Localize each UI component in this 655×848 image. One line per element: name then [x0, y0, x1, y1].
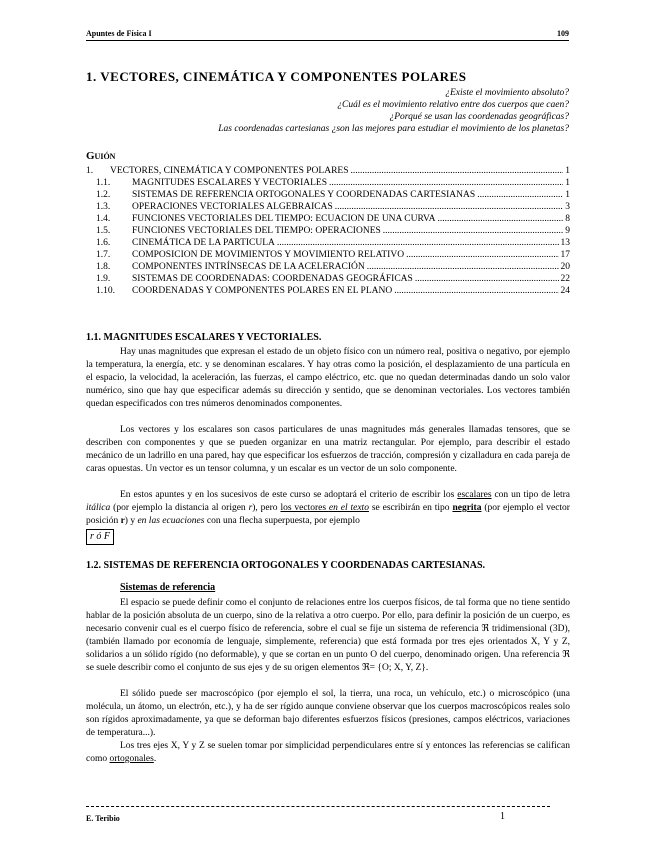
toc-entry[interactable]: [86, 214, 570, 226]
toc-entry-number: 1.7.: [96, 250, 111, 260]
toc-entry[interactable]: [86, 166, 570, 178]
toc-entry[interactable]: [86, 262, 570, 274]
subsection-heading-reference-systems: Sistemas de referencia: [120, 582, 216, 593]
question-1: ¿Existe el movimiento absoluto?: [445, 88, 569, 98]
toc-entry-number: 1.4.: [96, 214, 111, 224]
toc-entry[interactable]: [86, 250, 570, 262]
toc-leader: [329, 178, 563, 188]
toc-leader: [367, 262, 559, 272]
toc-entry-page: 1: [565, 166, 570, 176]
toc-entry-page: 17: [560, 250, 570, 260]
toc-entry-page: 1: [565, 178, 570, 188]
toc-heading: Guión: [86, 150, 116, 162]
toc-entry-page: 1: [565, 190, 570, 200]
toc-entry-label: SISTEMAS DE REFERENCIA ORTOGONALES Y COORDENADAS CARTESIANAS: [132, 190, 476, 200]
running-header-title: Apuntes de Física I: [86, 29, 152, 38]
toc-entry-label: SISTEMAS DE COORDENADAS: COORDENADAS GEOGRÁFICAS: [132, 274, 413, 284]
toc-entry-label: FUNCIONES VECTORIALES DEL TIEMPO: ECUACION DE UNA CURVA: [132, 214, 436, 224]
toc-entry[interactable]: [86, 202, 570, 214]
toc-entry-number: 1.8.: [96, 262, 111, 272]
toc-leader: [406, 250, 558, 260]
toc-entry[interactable]: [86, 226, 570, 238]
toc-entry-number: 1.1.: [96, 178, 111, 188]
toc-entry-label: FUNCIONES VECTORIALES DEL TIEMPO: OPERACIONES: [132, 226, 381, 236]
toc-leader: [277, 238, 559, 248]
toc-leader: [415, 274, 559, 284]
section-1-2-paragraph-3: Los tres ejes X, Y y Z se suelen tomar por simplicidad perpendiculares entre sí y entonces las referencias se califican como ortogonales.: [86, 741, 570, 764]
toc-entry-page: 24: [560, 286, 570, 296]
toc-entry[interactable]: [86, 286, 570, 298]
toc-entry-label: OPERACIONES VECTORIALES ALGEBRAICAS: [132, 202, 333, 212]
toc-entry-page: 13: [560, 238, 570, 248]
toc-entry[interactable]: [86, 178, 570, 190]
toc-entry-number: 1.5.: [96, 226, 111, 236]
section-heading-1-1: 1.1. MAGNITUDES ESCALARES Y VECTORIALES.: [86, 332, 322, 343]
section-1-2-paragraph-1: El espacio se puede definir como el conjunto de relaciones entre los cuerpos físicos, de tal forma que no tiene sentido hablar de la posición absoluta de un cuerpo, sino de la relativa a otro cuerpo. Por ello, para definir la posición de un cuerpo, es necesario convenir cual es el cuerpo físico de referencia, sobre el cual se fije un sistema de referencia ℜ tridimensional (3D), (también llamado por economía de lenguaje, simplemente, referencia) que está formada por tres ejes orientados X, Y y Z, solidarios a un sólido rígido (no deformable), y que se cortan en un punto O del cuerpo, denominado origen. Una referencia ℜ se suele describir como el conjunto de sus ejes y de su origen elementos ℜ= {O; X, Y, Z}.: [86, 598, 570, 673]
footer-rule: [86, 806, 550, 807]
toc-leader: [335, 202, 563, 212]
chapter-title: 1. VECTORES, CINEMÁTICA Y COMPONENTES POLARES: [86, 69, 467, 84]
toc-entry-label: MAGNITUDES ESCALARES Y VECTORIALES: [132, 178, 328, 188]
footer-author: E. Teribio: [86, 814, 120, 823]
toc-entry-number: 1.3.: [96, 202, 111, 212]
vector-notation-example: r ó F: [86, 526, 114, 545]
toc-entry[interactable]: [86, 238, 570, 250]
toc-entry-label: COMPOSICION DE MOVIMIENTOS Y MOVIMIENTO RELATIVO: [132, 250, 405, 260]
footer-page-number: 1: [500, 811, 505, 822]
toc-entry-label: COORDENADAS Y COMPONENTES POLARES EN EL PLANO: [132, 286, 393, 296]
toc-entry-page: 8: [565, 214, 570, 224]
question-2: ¿Cuál es el movimiento relativo entre dos cuerpos que caen?: [337, 100, 569, 110]
section-heading-1-2: 1.2. SISTEMAS DE REFERENCIA ORTOGONALES Y COORDENADAS CARTESIANAS.: [86, 560, 486, 571]
toc-entry-number: 1.: [86, 166, 94, 176]
toc-entry-number: 1.2.: [96, 190, 111, 200]
section-1-1-paragraph-2: Los vectores y los escalares son casos particulares de unas magnitudes más generales llamadas tensores, que se describen con componentes y que se pueden organizar en una matriz rectangular. Por ejemplo, para describir el estado mecánico de un ladrillo en una pared, hay que especificar los esfuerzos de tracción, compresión y cizalladura en cada pareja de caras opuestas. Un vector es un tensor columna, y un escalar es un vector de un solo componente.: [86, 425, 570, 474]
toc-entry-label: COMPONENTES INTRÍNSECAS DE LA ACELERACIÓN: [132, 262, 365, 272]
section-1-1-paragraph-1: Hay unas magnitudes que expresan el estado de un objeto físico con un número real, positiva o negativo, por ejemplo la temperatura, la energía, etc. y se denominan escalares. Y hay otras como la posición, el desplazamiento de una partícula en el espacio, la velocidad, la aceleración, las fuerzas, el campo eléctrico, etc. que no quedan determinadas dando un solo valor numérico, sino que hay que especificar además su dirección y sentido, que se denominan vectoriales. Los vectores también quedan especificados con tres números denominados componentes.: [86, 347, 570, 409]
toc-entry[interactable]: [86, 190, 570, 202]
toc-leader: [394, 286, 558, 296]
toc-entry-number: 1.9.: [96, 274, 111, 284]
toc-entry-page: 22: [560, 274, 570, 284]
toc-leader: [438, 214, 564, 224]
toc-entry-number: 1.6.: [96, 238, 111, 248]
section-1-1-paragraph-3: En estos apuntes y en los sucesivos de este curso se adoptará el criterio de escribir los escalares con un tipo de letra itálica (por ejemplo la distancia al origen r), pero los vectores en el texto se escribirán en tipo negrita (por ejemplo el vector posición r) y en las ecuaciones con una flecha superpuesta, por ejemplo: [86, 490, 570, 526]
toc-entry-page: 9: [565, 226, 570, 236]
toc-entry-label: VECTORES, CINEMÁTICA Y COMPONENTES POLARES: [110, 166, 349, 176]
question-3: ¿Porqué se usan las coordenadas geográficas?: [389, 112, 569, 122]
section-1-2-paragraph-2: El sólido puede ser macroscópico (por ejemplo el sol, la tierra, una roca, un vehículo, etc.) o microscópico (una molécula, un átomo, un electrón, etc.), y ha de ser rígido aunque conviene observar que los cuerpos macroscópicos reales solo son rígidos aproximadamente, ya que se deforman bajo diferentes esfuerzos físicos (presiones, campos eléctricos, variaciones de temperatura...).: [86, 689, 570, 738]
toc-entry-label: CINEMÁTICA DE LA PARTICULA: [132, 238, 275, 248]
toc-leader: [383, 226, 563, 236]
table-of-contents: [86, 166, 570, 306]
toc-entry-page: 3: [565, 202, 570, 212]
question-4: Las coordenadas cartesianas ¿son las mejores para estudiar el movimiento de los planetas?: [218, 124, 569, 134]
toc-leader: [477, 190, 563, 200]
running-header-page: 109: [557, 29, 569, 38]
toc-leader: [351, 166, 564, 176]
toc-entry-page: 20: [560, 262, 570, 272]
toc-entry-number: 1.10.: [96, 286, 115, 296]
toc-entry[interactable]: [86, 274, 570, 286]
header-rule: [86, 40, 569, 41]
